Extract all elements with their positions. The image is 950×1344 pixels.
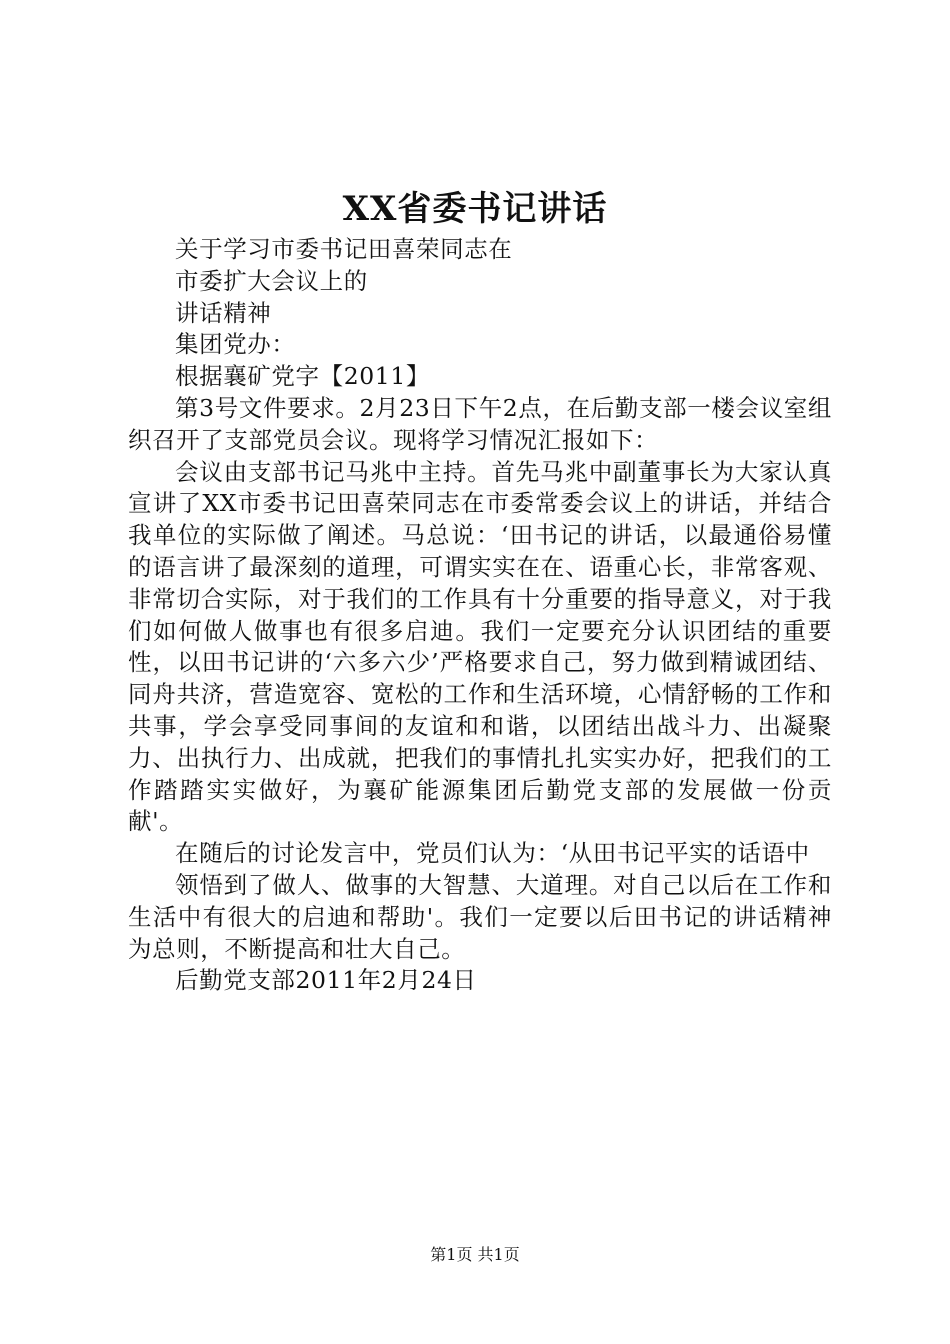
paragraph-meeting-intro: 第3号文件要求。2月23日下午2点，在后勤支部一楼会议室组织召开了支部党员会议。现将学习情况汇报如下： xyxy=(128,393,832,454)
page-footer: 第1页 共1页 xyxy=(430,1245,520,1264)
paragraph-discussion: 在随后的讨论发言中，党员们认为：‘从田书记平实的话语中 xyxy=(175,839,810,868)
paragraph-conclusion: 领悟到了做人、做事的大智慧、大道理。对自己以后在工作和生活中有很大的启迪和帮助'。我们一定要以后田书记的讲话精神为总则，不断提高和壮大自己。 xyxy=(128,870,832,963)
paragraph-meeting-content: 会议由支部书记马兆中主持。首先马兆中副董事长为大家认真宣讲了XX市委书记田喜荣同志在市委常委会议上的讲话，并结合我单位的实际做了阐述。马总说：‘田书记的讲话，以最通俗易懂的语言讲了最深刻的道理，可谓实实在在、语重心长，非常客观、非常切合实际，对于我们的工作具有十分重要的指导意义，对于我们如何做人做事也有很多启迪。我们一定要充分认识团结的重要性，以田书记讲的‘六多六少’严格要求自己，努力做到精诚团结、同舟共济，营造宽容、宽松的工作和生活环境，心情舒畅的工作和共事，学会享受同事间的友谊和和谐，以团结出战斗力、出凝聚力、出执行力、出成就，把我们的事情扎扎实实办好，把我们的工作踏踏实实做好，为襄矿能源集团后勤党支部的发展做一份贡献'。 xyxy=(128,457,832,836)
paragraph-signature: 后勤党支部2011年2月24日 xyxy=(175,966,477,995)
paragraph-subject-line-3: 讲话精神 xyxy=(175,298,272,327)
document-body xyxy=(128,234,832,997)
paragraph-subject-line-1: 关于学习市委书记田喜荣同志在 xyxy=(175,235,513,263)
document-title: XX省委书记讲话 xyxy=(342,189,608,229)
paragraph-subject-line-2: 市委扩大会议上的 xyxy=(175,266,368,295)
paragraph-recipient: 集团党办： xyxy=(175,330,296,359)
paragraph-reference: 根据襄矿党字【2011】 xyxy=(175,362,431,391)
